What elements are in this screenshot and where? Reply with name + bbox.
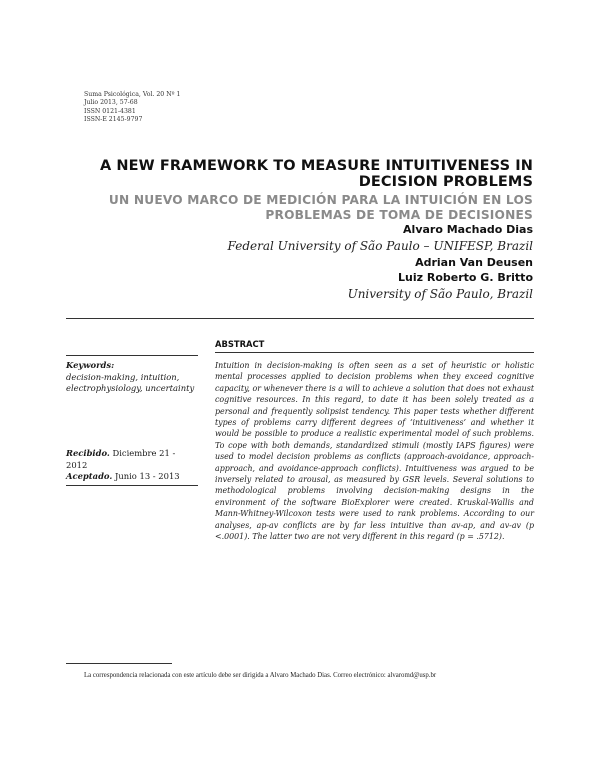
author-name: Luiz Roberto G. Britto [398,271,533,284]
abstract-text: Intuition in decision-making is often seen as a set of heuristic or holistic mental processes applied to decision problems when they exceed cognitive capacity, or whenever there is a will to achieve a solution that does not exhaust cognitive resources. In this regard, to date it has been solely treated as a personal and frequently solipsist tendency. This paper tests whether different types of problems carry different degrees of ‘intuitiveness’ and whether it would be possible to produce a realistic experimental model of such problems. To cope with both demands, standardized stimuli (mostly IAPS figures) were used to model decision problems as conflicts (approach-avoidance, approach-approach, and avoidance-approach conflicts). Intuitiveness was argued to be inversely related to arousal, as measured by GSR levels. Several solutions to methodological problems involving decision-making designs in the environment of the software BioExplorer were created. Kruskal-Wallis and Mann-Whitney-Wilcoxon tests were used to rank problems. According to our analyses, ap-av conflicts are by far less intuitive than av-ap, and av-av (p <.0001). The latter two are not very different in this regard (p = .5712). [215,361,534,542]
abstract-divider [215,352,534,353]
accepted-value: Junio 13 - 2013 [112,471,180,482]
abstract-heading: ABSTRACT [215,339,265,349]
author-name: Alvaro Machado Dias [403,223,533,236]
author-block [63,222,533,303]
journal-issn: ISSN 0121-4381 [84,107,136,115]
accepted-label: Aceptado. [66,471,113,482]
keywords-divider [66,355,198,356]
correspondence-footnote: La correspondencia relacionada con este artículo debe ser dirigida a Alvaro Machado Dias. Correo electrónico: alvaromd@usp.br [84,672,437,679]
title-spanish: UN NUEVO MARCO DE MEDICIÓN PARA LA INTUICIÓN EN LOS PROBLEMAS DE TOMA DE DECISIONES [108,193,533,222]
dates-box [66,448,198,483]
footnote-divider [66,663,172,664]
journal-pages: Julio 2013, 57-68 [84,99,138,107]
author-affiliation: University of São Paulo, Brazil [347,287,533,301]
author-affiliation: Federal University of São Paulo – UNIFESP, Brazil [227,239,533,253]
keywords-list: decision-making, intuition, electrophysiology, uncertainty [66,371,195,394]
accepted-date [66,471,198,483]
keywords-heading: Keywords: [66,360,115,370]
dates-divider [66,485,198,486]
header-divider [66,318,534,319]
received-date [66,448,198,471]
received-label: Recibido. [66,448,110,458]
journal-volume: Suma Psicológica, Vol. 20 Nº 1 [84,91,181,98]
received-value: Diciembre 21 - 2012 [66,448,176,470]
keywords-box [66,355,198,395]
journal-info [84,91,180,125]
title-english: A NEW FRAMEWORK TO MEASURE INTUITIVENESS IN DECISION PROBLEMS [99,158,533,190]
author-name: Adrian Van Deusen [415,256,533,269]
journal-issn-e: ISSN-E 2145-9797 [84,116,143,124]
